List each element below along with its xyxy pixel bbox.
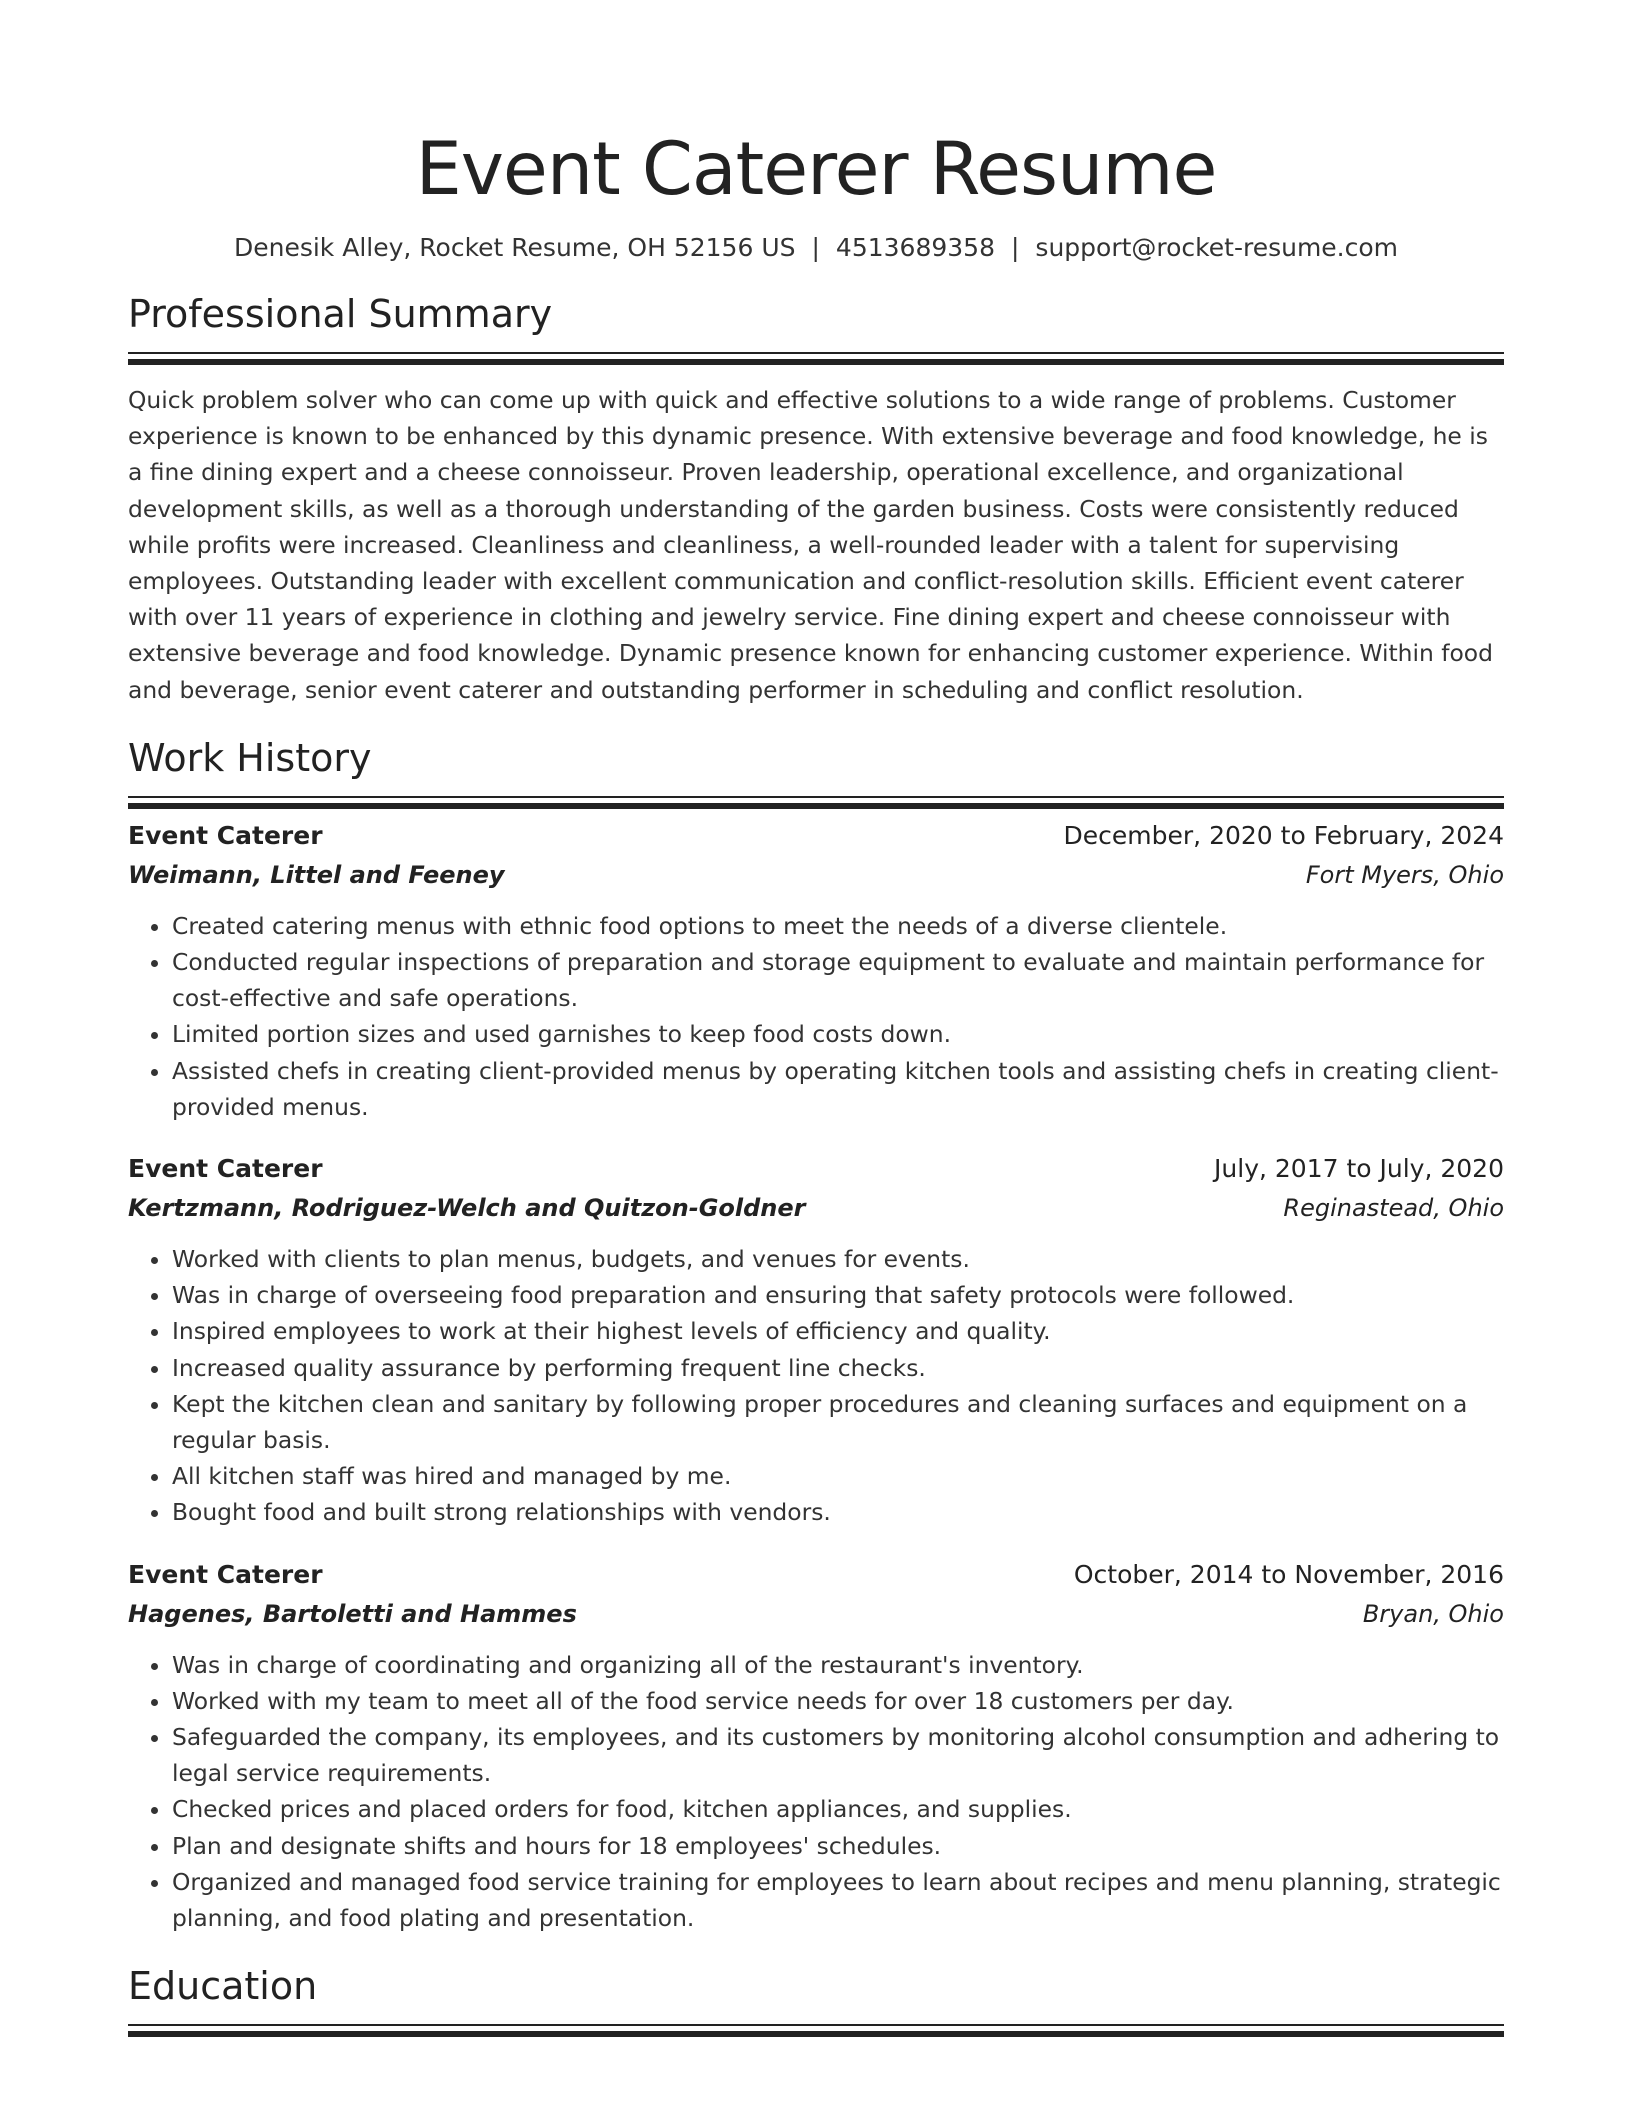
list-item: • Kept the kitchen clean and sanitary by following proper procedures and cleaning surfaces and equipment on a regular basis. [172,1386,1504,1458]
work-history-section [128,734,1504,1936]
job-entry [128,1149,1504,1531]
job-location: Reginastead, Ohio [1283,1194,1504,1223]
list-item: • Limited portion sizes and used garnishes to keep food costs down. [172,1016,1504,1052]
job-title: Event Caterer [128,820,323,850]
resume-page [128,0,1504,2026]
job-entry [128,1555,1504,1937]
job-company: Kertzmann, Rodriguez-Welch and Quitzon-Goldner [128,1194,806,1223]
job-company: Hagenes, Bartoletti and Hammes [128,1599,577,1628]
contact-separator: | [1010,233,1020,262]
education-section [128,1962,1504,2026]
job-title: Event Caterer [128,1154,323,1184]
section-divider [128,352,1504,354]
job-company: Weimann, Littel and Feeney [128,860,505,889]
job-title: Event Caterer [128,1559,323,1589]
list-item: • Increased quality assurance by performing frequent line checks. [172,1350,1504,1386]
section-heading-work-history: Work History [128,735,372,780]
list-item: • Created catering menus with ethnic food options to meet the needs of a diverse clientele. [172,908,1504,944]
section-heading-education: Education [128,1964,318,2009]
list-item: • Was in charge of coordinating and organizing all of the restaurant's inventory. [172,1647,1504,1683]
section-divider [128,796,1504,798]
section-divider [128,2024,1504,2026]
job-bullets [128,908,1504,1125]
list-item: • Worked with my team to meet all of the food service needs for over 18 customers per day. [172,1683,1504,1719]
job-entry [128,816,1504,1125]
list-item: • All kitchen staff was hired and managed by me. [172,1458,1504,1494]
list-item: • Plan and designate shifts and hours for 18 employees' schedules. [172,1828,1504,1864]
job-bullets [128,1241,1504,1531]
contact-line [128,230,1504,266]
job-dates: October, 2014 to November, 2016 [1073,1559,1504,1589]
summary-text: Quick problem solver who can come up with quick and effective solutions to a wide range of problems. Customer experience is known to be enhanced by this dynamic presence. With extensive beverage and food knowledge, he is a fine dining expert and a cheese connoisseur. Proven leadership, operational excellence, and organizational development skills, as well as a thorough understanding of the garden business. Costs were consistently reduced while profits were increased. Cleanliness and cleanliness, a well-rounded leader with a talent for supervising employees. Outstanding leader with excellent communication and conflict-resolution skills. Efficient event caterer with over 11 years of experience in clothing and jewelry service. Fine dining expert and cheese connoisseur with extensive beverage and food knowledge. Dynamic presence known for enhancing customer experience. Within food and beverage, senior event caterer and outstanding performer in scheduling and conflict resolution. [128,386,1493,704]
list-item: • Conducted regular inspections of preparation and storage equipment to evaluate and maintain performance for cost-effective and safe operations. [172,944,1504,1016]
job-location: Bryan, Ohio [1362,1599,1504,1628]
job-dates: December, 2020 to February, 2024 [1063,820,1504,850]
list-item: • Worked with clients to plan menus, budgets, and venues for events. [172,1241,1504,1277]
list-item: • Bought food and built strong relationships with vendors. [172,1494,1504,1530]
contact-phone: 4513689358 [835,233,995,262]
section-heading-summary: Professional Summary [128,292,553,336]
job-location: Fort Myers, Ohio [1305,860,1504,889]
contact-separator: | [811,233,820,262]
contact-email: support@rocket-resume.com [1035,233,1399,262]
list-item: • Was in charge of overseeing food preparation and ensuring that safety protocols were followed. [172,1277,1504,1313]
list-item: • Checked prices and placed orders for food, kitchen appliances, and supplies. [172,1791,1504,1827]
list-item: • Organized and managed food service training for employees to learn about recipes and menu planning, strategic planning, and food plating and presentation. [172,1864,1504,1936]
contact-address: Denesik Alley, Rocket Resume, OH 52156 US [233,233,796,262]
list-item: • Safeguarded the company, its employees, and its customers by monitoring alcohol consumption and adhering to legal service requirements. [172,1719,1504,1791]
professional-summary-section [128,290,1504,708]
job-bullets [128,1647,1504,1937]
list-item: • Assisted chefs in creating client-provided menus by operating kitchen tools and assisting chefs in creating client-provided menus. [172,1053,1504,1125]
resume-title: Event Caterer Resume [415,127,1217,212]
list-item: • Inspired employees to work at their highest levels of efficiency and quality. [172,1313,1504,1349]
job-dates: July, 2017 to July, 2020 [1214,1154,1504,1184]
